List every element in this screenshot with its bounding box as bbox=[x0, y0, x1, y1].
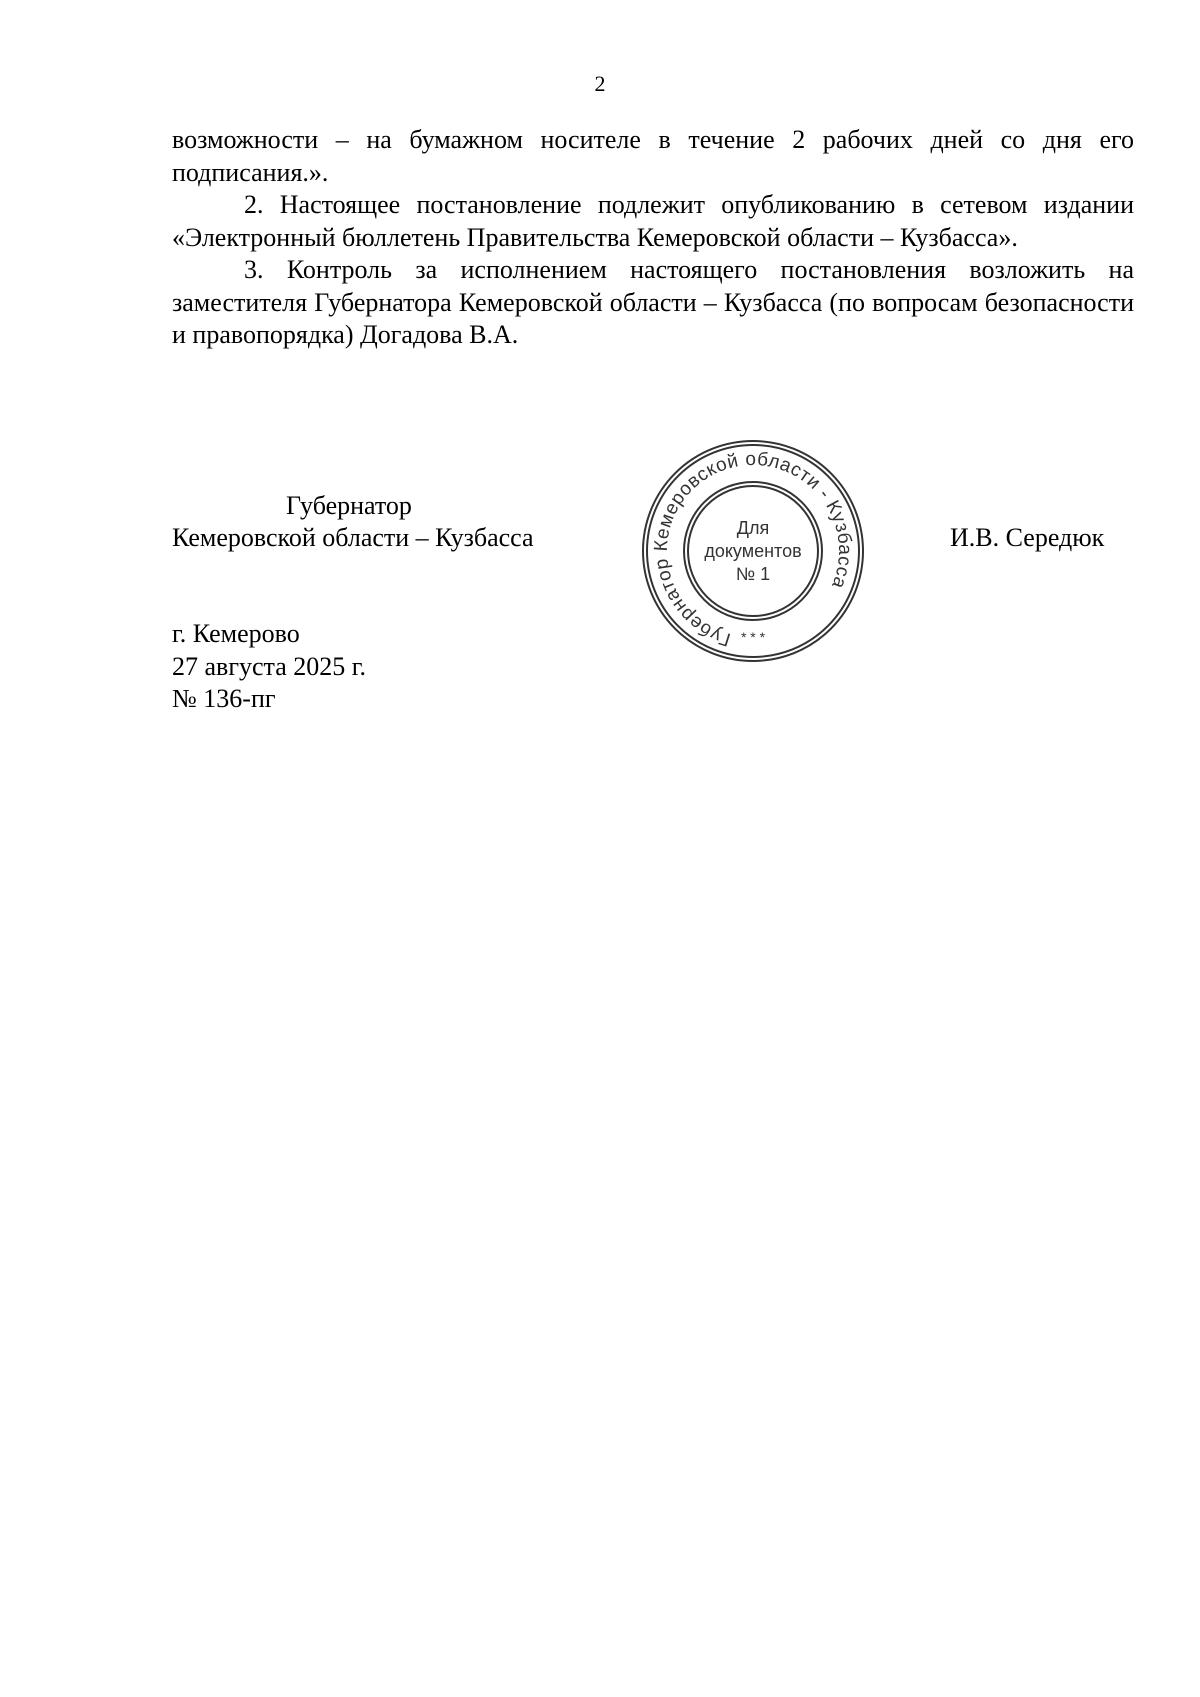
paragraph-continuation: возможности – на бумажном носителе в течение 2 рабочих дней со дня его подписания.». bbox=[172, 125, 1134, 187]
document-date: 27 августа 2025 г. bbox=[172, 651, 366, 681]
page-number: 2 bbox=[594, 71, 606, 96]
seal-stars: * * * bbox=[740, 629, 766, 645]
paragraph-3: 3. Контроль за исполнением настоящего постановления возложить на заместителя Губернатора Кемеровской области – Кузбасса (по вопросам безопасности и правопорядка) Догадова В.А. bbox=[172, 255, 1134, 349]
document-footer bbox=[172, 618, 366, 716]
document-city: г. Кемерово bbox=[172, 619, 300, 648]
document-body bbox=[172, 124, 1134, 352]
signatory-name: И.В. Середюк bbox=[950, 523, 1105, 552]
signatory-position-line1: Губернатор bbox=[286, 491, 412, 520]
seal-center-line1: Для bbox=[736, 518, 770, 538]
paragraph-2: 2. Настоящее постановление подлежит опубликованию в сетевом издании «Электронный бюллетень Правительства Кемеровской области – Кузбасса». bbox=[172, 190, 1134, 252]
signatory-position-line2: Кемеровской области – Кузбасса bbox=[172, 523, 534, 552]
seal-center-line3: № 1 bbox=[735, 564, 771, 584]
seal-center-line2: документов bbox=[704, 541, 802, 561]
document-number: № 136-пг bbox=[172, 684, 276, 713]
official-seal-stamp bbox=[640, 438, 866, 664]
seal-ring-text: Губернатор Кемеровской области - Кузбасса bbox=[650, 448, 856, 650]
